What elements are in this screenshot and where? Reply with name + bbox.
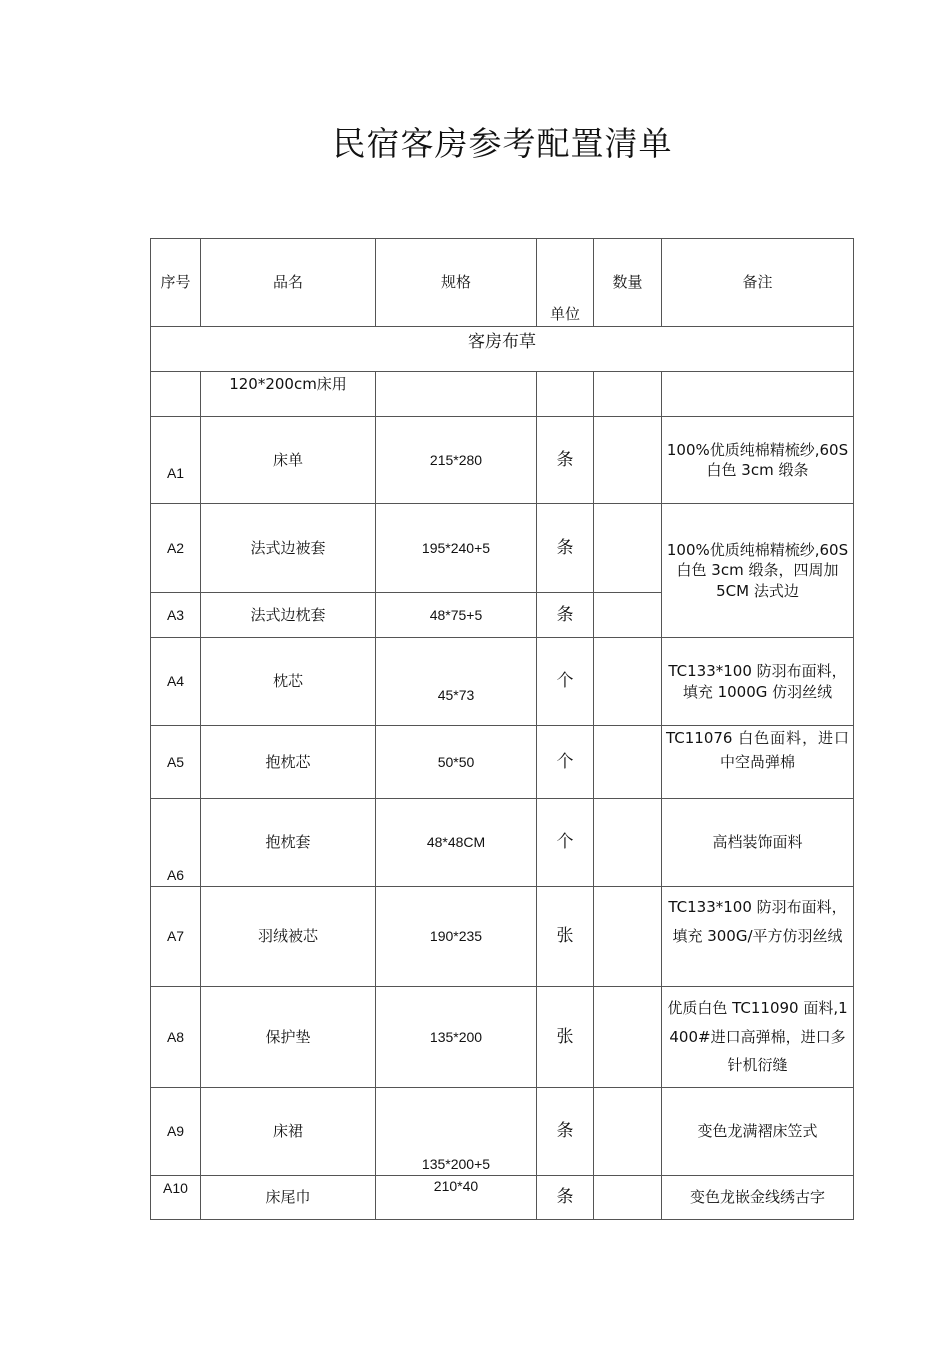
row-spec: 215*280	[376, 417, 537, 504]
row-qty	[594, 726, 662, 799]
row-unit: 张	[537, 987, 594, 1088]
table-row	[151, 1176, 854, 1220]
table-row	[151, 726, 854, 799]
header-spec: 规格	[376, 239, 537, 327]
row-qty	[594, 1176, 662, 1220]
row-no: A6	[151, 799, 201, 887]
row-unit: 个	[537, 799, 594, 887]
row-note: 100%优质纯棉精梳纱,60S 白色 3cm 缎条	[662, 417, 854, 504]
row-no: A3	[151, 593, 201, 638]
table-row	[151, 1088, 854, 1176]
row-qty	[594, 1088, 662, 1176]
subheader-label: 120*200cm床用	[201, 372, 376, 417]
row-name: 保护垫	[201, 987, 376, 1088]
row-name: 羽绒被芯	[201, 887, 376, 987]
row-unit: 条	[537, 504, 594, 593]
table-row	[151, 887, 854, 987]
row-note: 变色龙嵌金线绣古字	[662, 1176, 854, 1220]
row-note: 高档装饰面料	[662, 799, 854, 887]
row-note: TC133*100 防羽布面料，填充 1000G 仿羽丝绒	[662, 638, 854, 726]
row-spec: 48*75+5	[376, 593, 537, 638]
row-name: 枕芯	[201, 638, 376, 726]
header-name: 品名	[201, 239, 376, 327]
row-note: 变色龙满褶床笠式	[662, 1088, 854, 1176]
row-unit: 个	[537, 638, 594, 726]
header-unit: 单位	[537, 239, 594, 327]
row-unit: 条	[537, 593, 594, 638]
row-spec: 135*200	[376, 987, 537, 1088]
config-table	[150, 238, 854, 1220]
row-no: A4	[151, 638, 201, 726]
row-qty	[594, 417, 662, 504]
row-spec: 135*200+5	[376, 1088, 537, 1176]
row-qty	[594, 887, 662, 987]
row-name: 抱枕芯	[201, 726, 376, 799]
subheader-row	[151, 372, 854, 417]
header-note: 备注	[662, 239, 854, 327]
row-qty	[594, 504, 662, 593]
row-unit: 条	[537, 417, 594, 504]
table-row	[151, 987, 854, 1088]
row-name: 抱枕套	[201, 799, 376, 887]
row-name: 床尾巾	[201, 1176, 376, 1220]
row-unit: 条	[537, 1088, 594, 1176]
row-spec: 210*40	[376, 1176, 537, 1220]
row-spec: 48*48CM	[376, 799, 537, 887]
row-no: A7	[151, 887, 201, 987]
row-name: 法式边被套	[201, 504, 376, 593]
row-qty	[594, 799, 662, 887]
row-note-line1: TC11076 白色面料，进口	[666, 729, 849, 747]
header-no: 序号	[151, 239, 201, 327]
row-no: A2	[151, 504, 201, 593]
table-row	[151, 417, 854, 504]
row-note: TC133*100 防羽布面料，填充 300G/平方仿羽丝绒	[662, 887, 854, 987]
row-note: 优质白色 TC11090 面料,1400#进口高弹棉，进口多针机衍缝	[662, 987, 854, 1088]
section-title: 客房布草	[151, 327, 854, 372]
row-qty	[594, 638, 662, 726]
row-spec: 190*235	[376, 887, 537, 987]
row-no: A8	[151, 987, 201, 1088]
row-name: 床单	[201, 417, 376, 504]
row-no: A9	[151, 1088, 201, 1176]
table-row	[151, 504, 854, 593]
row-name: 法式边枕套	[201, 593, 376, 638]
row-spec: 45*73	[376, 638, 537, 726]
row-spec: 50*50	[376, 726, 537, 799]
row-no: A1	[151, 417, 201, 504]
row-note	[662, 726, 854, 799]
table-header-row	[151, 239, 854, 327]
row-qty	[594, 593, 662, 638]
row-unit: 张	[537, 887, 594, 987]
row-name: 床裙	[201, 1088, 376, 1176]
header-qty: 数量	[594, 239, 662, 327]
row-note-line2: 中空咼弹棉	[719, 753, 795, 772]
row-unit: 个	[537, 726, 594, 799]
row-spec: 195*240+5	[376, 504, 537, 593]
table-row	[151, 799, 854, 887]
row-unit: 条	[537, 1176, 594, 1220]
row-qty	[594, 987, 662, 1088]
row-no: A10	[151, 1176, 201, 1220]
row-note: 100%优质纯棉精梳纱,60S 白色 3cm 缎条，四周加 5CM 法式边	[662, 504, 854, 638]
row-no: A5	[151, 726, 201, 799]
page-title: 民宿客房参考配置清单	[332, 124, 673, 163]
table-row	[151, 638, 854, 726]
section-row	[151, 327, 854, 372]
